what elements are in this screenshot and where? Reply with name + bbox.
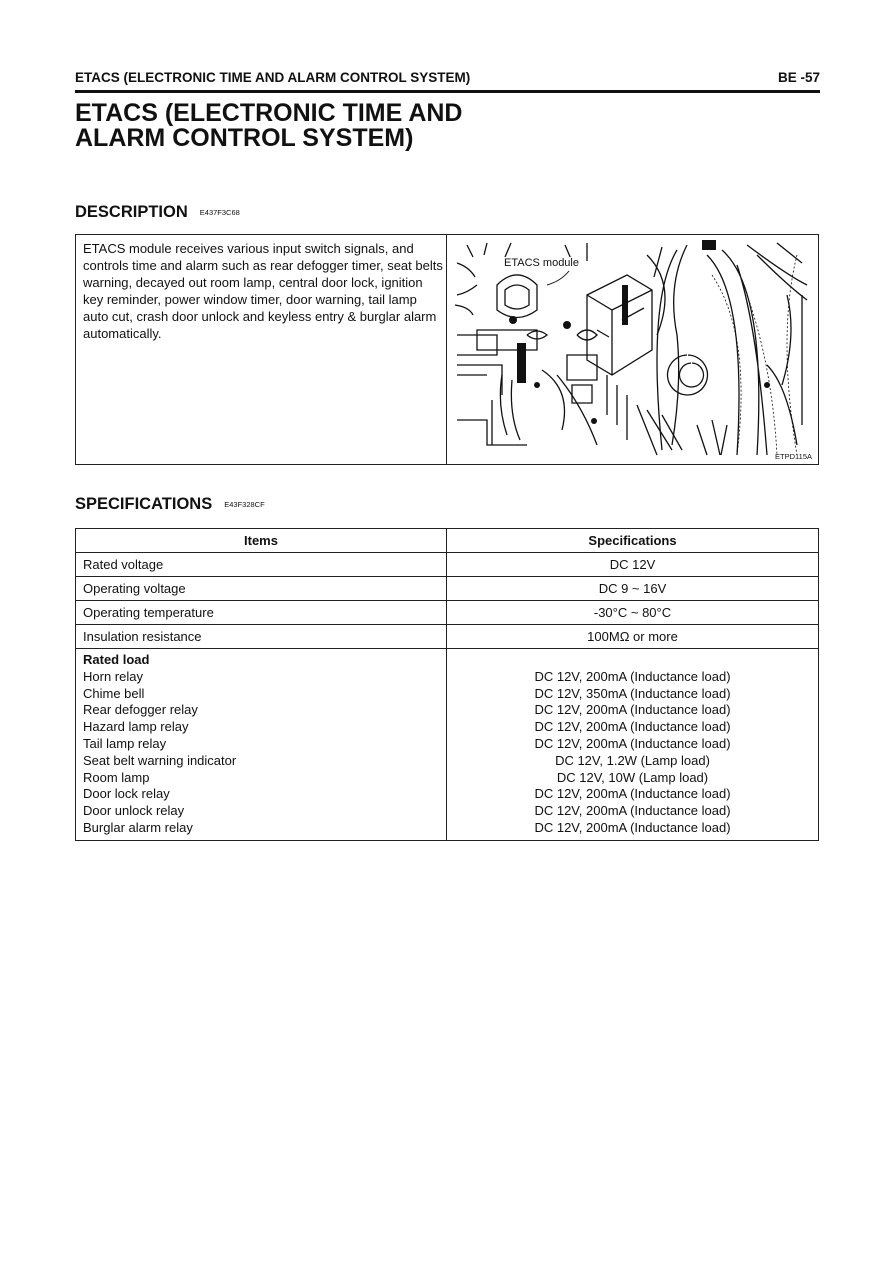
load-spec: DC 12V, 200mA (Inductance load) — [534, 668, 731, 684]
rated-load-title: Rated load — [83, 652, 150, 667]
description-code: E437F3C68 — [199, 208, 240, 218]
column-header-specifications: Specifications — [447, 529, 819, 553]
page-header — [75, 68, 820, 93]
load-spec: DC 12V, 350mA (Inductance load) — [534, 685, 731, 701]
load-item: Rear defogger relay — [83, 702, 198, 718]
table-row — [76, 553, 819, 577]
etacs-module-figure — [447, 235, 818, 464]
rated-load-specs — [447, 649, 819, 841]
load-item: Seat belt warning indicator — [83, 752, 237, 768]
specifications-heading-text: SPECIFICATIONS — [75, 495, 213, 513]
row-spec: -30°C ~ 80°C — [447, 601, 819, 625]
row-item: Insulation resistance — [76, 625, 447, 649]
column-header-items: Items — [76, 529, 447, 553]
load-spec: DC 12V, 10W (Lamp load) — [556, 769, 709, 785]
description-heading — [75, 203, 240, 222]
load-item: Door unlock relay — [83, 803, 185, 819]
specifications-heading — [75, 495, 265, 514]
load-spec: DC 12V, 200mA (Inductance load) — [534, 719, 731, 735]
specifications-code: E43F328CF — [224, 500, 265, 510]
description-text: ETACS module receives various input switch signals, and controls time and alarm such as rear defogger timer, seat belts warning, decayed out room lamp, central door lock, ignition key reminder, power window timer, door warning, tail lamp auto cut, crash door unlock and keyless entry & burglar alarm automatically. — [83, 241, 443, 341]
table-header-row — [76, 529, 819, 553]
etacs-illustration — [447, 235, 818, 464]
load-spec: DC 12V, 200mA (Inductance load) — [534, 786, 731, 802]
table-row — [76, 601, 819, 625]
load-spec: DC 12V, 200mA (Inductance load) — [534, 803, 731, 819]
table-row — [76, 577, 819, 601]
load-spec: DC 12V, 200mA (Inductance load) — [534, 702, 731, 718]
load-spec: DC 12V, 1.2W (Lamp load) — [555, 752, 710, 768]
load-item: Hazard lamp relay — [83, 719, 189, 735]
page-title: ETACS (ELECTRONIC TIME AND ALARM CONTROL SYSTEM) — [75, 99, 463, 152]
row-item: Rated voltage — [76, 553, 447, 577]
load-item: Chime bell — [83, 685, 145, 701]
rated-load-items — [76, 649, 447, 841]
load-item: Door lock relay — [83, 786, 170, 802]
page-number: BE -57 — [777, 70, 820, 85]
load-spec: DC 12V, 200mA (Inductance load) — [534, 819, 731, 835]
load-spec: DC 12V, 200mA (Inductance load) — [534, 735, 731, 751]
figure-label: ETACS module — [504, 257, 579, 269]
running-title: ETACS (ELECTRONIC TIME AND ALARM CONTROL SYSTEM) — [75, 70, 471, 85]
table-row — [76, 625, 819, 649]
load-item: Burglar alarm relay — [83, 819, 193, 835]
figure-code: ETPD115A — [775, 452, 812, 461]
row-item: Operating voltage — [76, 577, 447, 601]
load-item: Horn relay — [83, 668, 143, 684]
load-item: Tail lamp relay — [83, 735, 167, 751]
row-spec: DC 12V — [447, 553, 819, 577]
row-item: Operating temperature — [76, 601, 447, 625]
description-heading-text: DESCRIPTION — [75, 203, 188, 221]
rated-load-row — [76, 649, 819, 841]
row-spec: DC 9 ~ 16V — [447, 577, 819, 601]
specifications-table — [75, 528, 819, 841]
description-box — [75, 234, 819, 465]
load-item: Room lamp — [83, 769, 150, 785]
row-spec: 100MΩ or more — [447, 625, 819, 649]
